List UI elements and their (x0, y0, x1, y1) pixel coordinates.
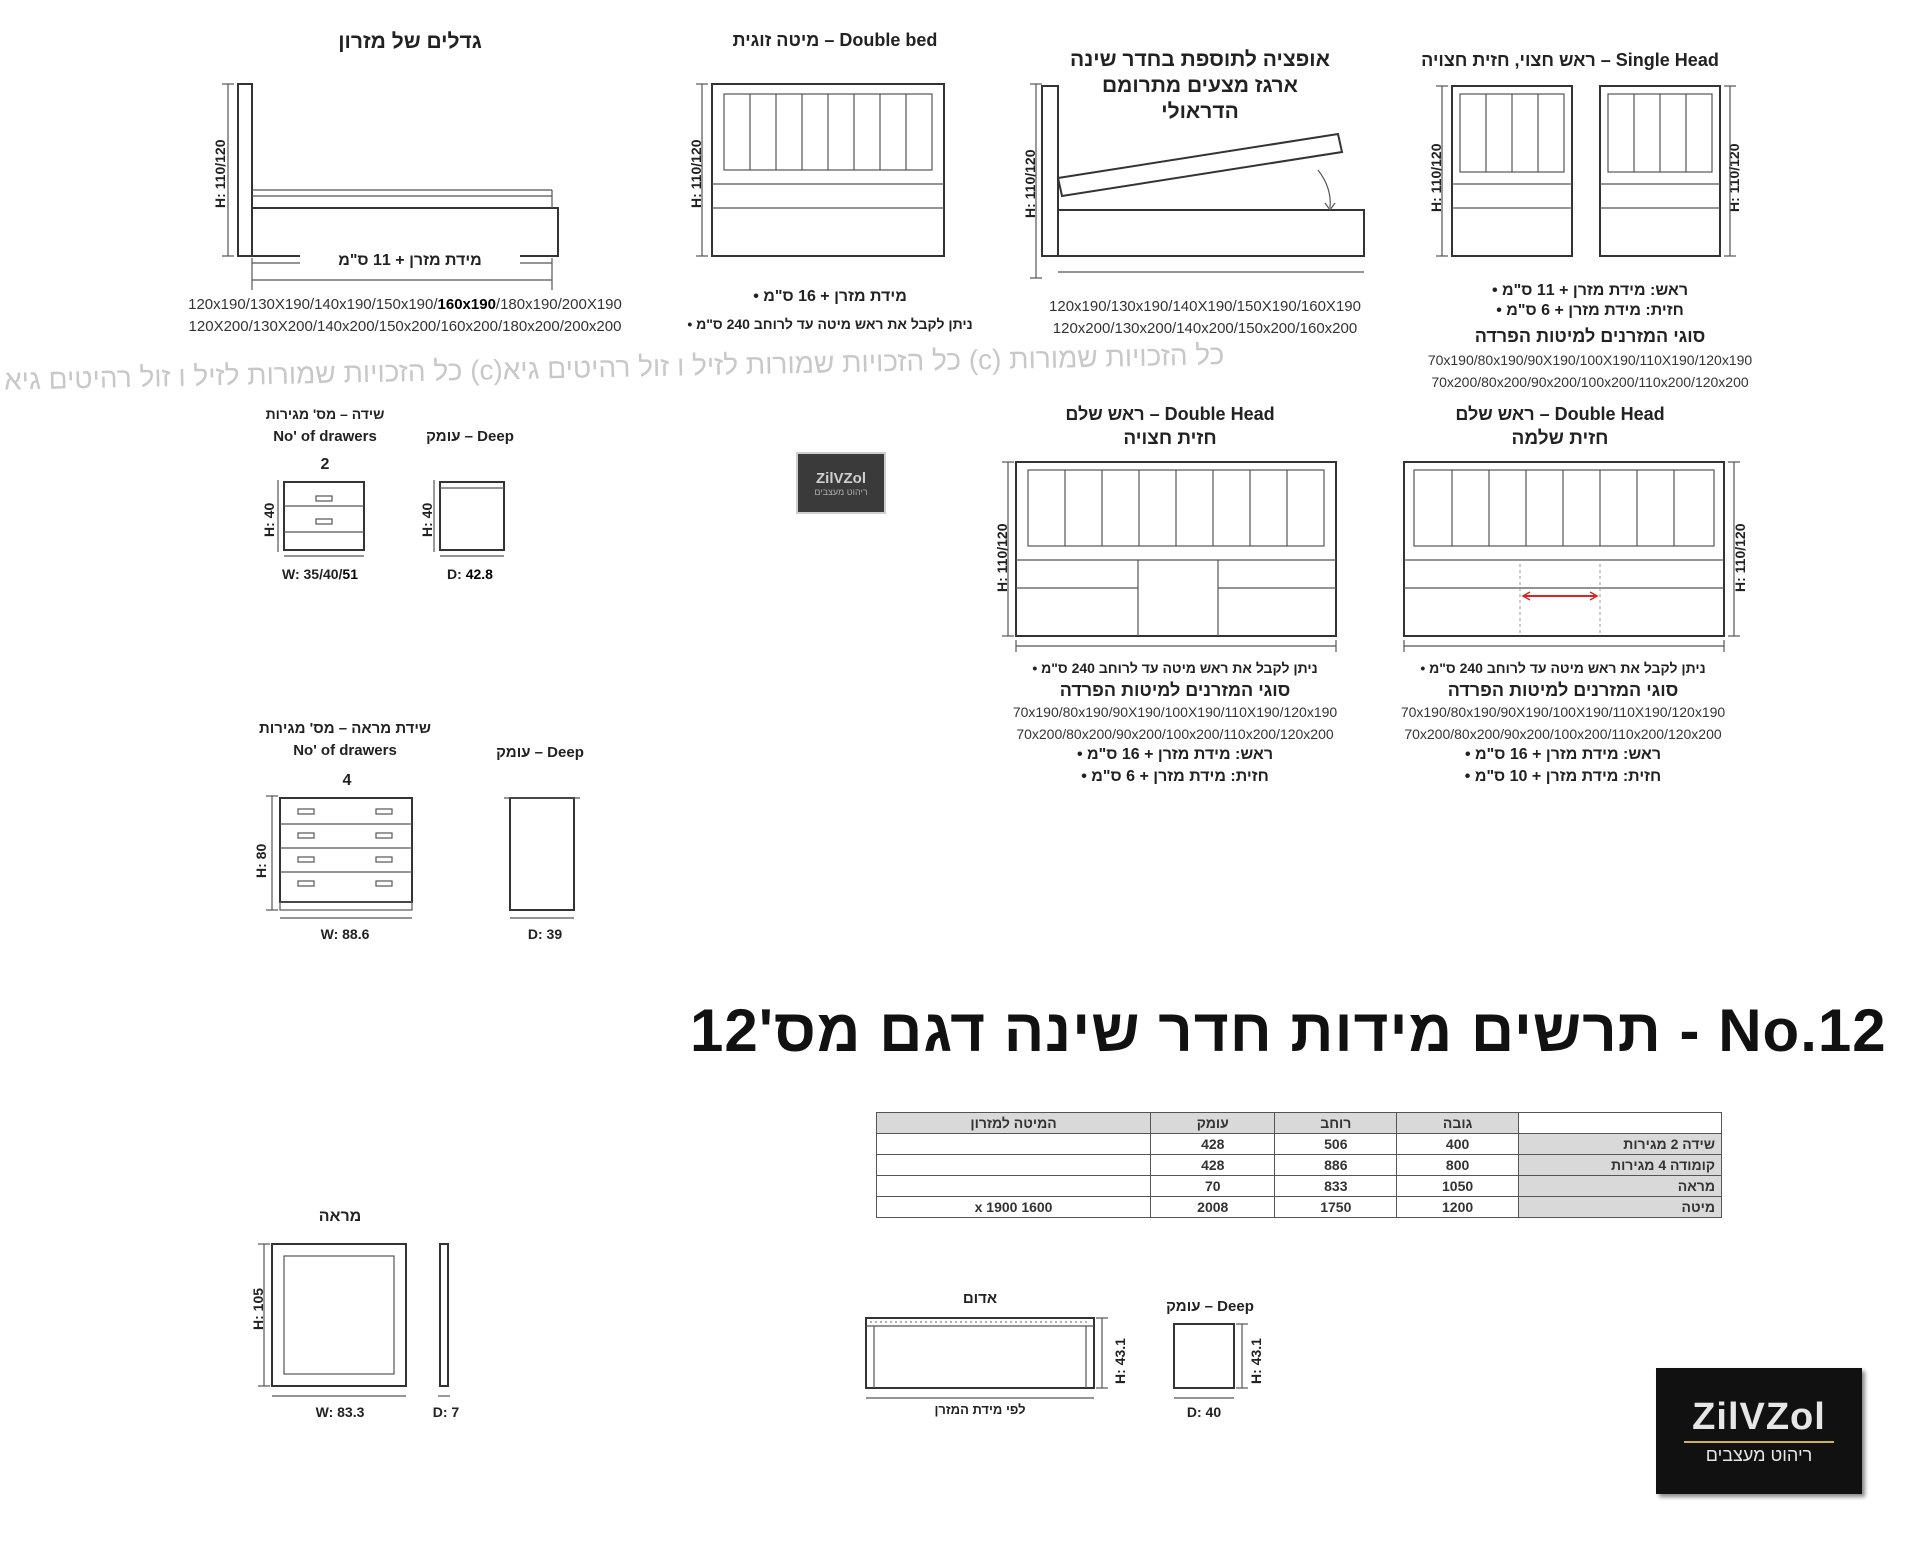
storage-title-3: הדראולי (1161, 100, 1239, 123)
double-head-full-title-1: ראש שלם – Double Head (1455, 404, 1665, 424)
sizes-row-1-post: /180x190/200X190 (495, 296, 622, 313)
single-head-sizes-row-2: 70x200/80x200/90x200/100x200/110x200/120x200 (1431, 374, 1749, 390)
sizes-row-1-pre: 120x190/130X190/140x190/150x190/ (188, 296, 438, 313)
double-head-full-note-2: • ראש: מידת מזרן + 16 ס"מ (1464, 746, 1662, 763)
double-head-full-note-3: • חזית: מידת מזרן + 10 ס"מ (1464, 768, 1662, 785)
bench-depth-label: D: 40 (1186, 1404, 1222, 1420)
row-label: קומודה 4 מגירות (1519, 1155, 1722, 1176)
nightstand-title-en: No' of drawers (273, 428, 377, 445)
single-head-note-1: • ראש: מידת מזרן + 11 ס"מ (1491, 282, 1689, 299)
height-label: H: 110/120 (1022, 149, 1038, 218)
double-head-full-note-1: • ניתן לקבל את ראש מיטה עד לרוחב 240 ס"מ (1420, 660, 1706, 676)
storage-title-1: אופציה לתוספת בחדר שינה (1070, 48, 1330, 71)
cell-width: 506 (1275, 1134, 1397, 1155)
dresser-width-label: W: 88.6 (320, 926, 370, 942)
height-label: H: 110/120 (1732, 523, 1748, 592)
brand-name: ZilVZol (816, 469, 866, 487)
bench-height-label: H: 43.1 (1112, 1338, 1128, 1384)
double-head-full-sizes-row-2: 70x200/80x200/90x200/100x200/110x200/120x200 (1404, 726, 1722, 742)
double-head-full-sizes-row-1: 70x190/80x190/90X190/100X190/110X190/120x190 (1400, 704, 1726, 720)
bench-title: אדום (962, 1290, 998, 1307)
mirror-title: מראה (318, 1208, 362, 1225)
dresser-height-label: H: 80 (253, 843, 269, 878)
sizes-row-2: 120X200/130X200/140x200/150x200/160x200/180x200/200x200 (188, 318, 622, 335)
double-head-full-mattress-types: סוגי המזרנים למיטות הפרדה (1447, 680, 1679, 700)
double-head-split-note-1: • ניתן לקבל את ראש מיטה עד לרוחב 240 ס"מ (1032, 660, 1318, 676)
copyright-watermark: כל הזכויות שמורות לזיל ו זול רהיטים גיא (c)כל הזכויות שמורות לזיל ו זול רהיטים גיא (c) כל הזכויות שמורות (3, 339, 1225, 396)
depth-label-bold: 42.8 (465, 566, 493, 582)
cell-depth: 70 (1151, 1176, 1275, 1197)
double-head-split-sizes-row-2: 70x200/80x200/90x200/100x200/110x200/120x200 (1016, 726, 1334, 742)
storage-title-2: ארגז מצעים מתרומם (1102, 74, 1298, 97)
dresser-title-he: שידת מראה – מס' מגירות (258, 720, 432, 737)
row-label: מראה (1519, 1176, 1722, 1197)
height-label: H: 110/120 (994, 523, 1010, 592)
brand-name: ZilVZol (1692, 1396, 1826, 1438)
cell-mattress: 1600 x 1900 (877, 1197, 1151, 1218)
brand-tagline: ריהוט מעצבים (814, 486, 868, 497)
sizes-row-1-bold: 160x190 (437, 296, 496, 313)
page-title: תרשים מידות חדר שינה דגם מס'12 - No.12 (690, 997, 1887, 1064)
double-head-split-mattress-types: סוגי המזרנים למיטות הפרדה (1059, 680, 1291, 700)
table-header-width: רוחב (1275, 1113, 1397, 1134)
double-head-split-title-2: חזית חצויה (1123, 428, 1217, 449)
mirror-depth-label: D: 7 (432, 1404, 460, 1420)
dresser-depth-label: D: 39 (527, 926, 563, 942)
storage-sizes-row-2: 120x200/130x200/140x200/150x200/160x200 (1052, 320, 1358, 337)
row-label: מיטה (1519, 1197, 1722, 1218)
height-label: H: 110/120 (688, 139, 704, 208)
cell-height: 1050 (1397, 1176, 1519, 1197)
width-label-bold: 51 (342, 566, 358, 582)
double-bed-note-2: • ניתן לקבל את ראש מיטה עד לרוחב 240 ס"מ (687, 316, 973, 332)
cell-width: 1750 (1275, 1197, 1397, 1218)
table-header-height: גובה (1397, 1113, 1519, 1134)
double-bed-title: מיטה זוגית – Double bed (732, 30, 938, 50)
width-label-pre: W: 35/40/ (281, 566, 343, 582)
cell-height: 800 (1397, 1155, 1519, 1176)
double-head-split-note-2: • ראש: מידת מזרן + 16 ס"מ (1076, 746, 1274, 763)
nightstand-deep-height-label: H: 40 (419, 502, 435, 537)
double-head-split-title-1: ראש שלם – Double Head (1065, 404, 1275, 424)
height-label-left: H: 110/120 (1428, 143, 1444, 212)
bench-deep-height-label: H: 43.1 (1248, 1338, 1264, 1384)
logo-underline (1684, 1441, 1834, 1443)
cell-width: 833 (1275, 1176, 1397, 1197)
bench-deep-title: עומק – Deep (1166, 1298, 1254, 1315)
table-header-mattress: המיטה למזרון (877, 1113, 1151, 1134)
mirror-height-label: H: 105 (250, 1287, 266, 1330)
cell-depth: 2008 (1151, 1197, 1275, 1218)
cell-height: 400 (1397, 1134, 1519, 1155)
double-bed-note-1: • מידת מזרן + 16 ס"מ (753, 288, 907, 305)
bench-width-label: לפי מידת המזרן (934, 1402, 1026, 1417)
cell-depth: 428 (1151, 1134, 1275, 1155)
brand-tagline: ריהוט מעצבים (1705, 1445, 1813, 1465)
nightstand-deep-title: עומק – Deep (426, 428, 514, 445)
height-label-right: H: 110/120 (1726, 143, 1742, 212)
height-label: H: 110/120 (212, 139, 228, 208)
mattress-plus-label: מידת מזרן + 11 ס"מ (300, 252, 520, 270)
single-head-note-2: • חזית: מידת מזרן + 6 ס"מ (1496, 302, 1684, 319)
storage-sizes-row-1: 120x190/130x190/140X190/150X190/160X190 (1049, 298, 1361, 315)
dresser-drawer-count: 4 (342, 772, 352, 789)
dresser-deep-title: עומק – Deep (496, 744, 584, 761)
double-head-split-note-3: • חזית: מידת מזרן + 6 ס"מ (1081, 768, 1269, 785)
mirror-width-label: W: 83.3 (315, 1404, 365, 1420)
single-head-mattress-types: סוגי המזרנים למיטות הפרדה (1474, 326, 1706, 346)
depth-label-pre: D: (447, 566, 466, 582)
dresser-title-en: No' of drawers (293, 742, 397, 759)
single-head-title: ראש חצוי, חזית חצויה – Single Head (1421, 50, 1719, 70)
double-head-split-sizes-row-1: 70x190/80x190/90X190/100X190/110X190/120x190 (1012, 704, 1338, 720)
nightstand-drawer-count: 2 (320, 456, 330, 473)
nightstand-height-label: H: 40 (261, 502, 277, 537)
table-header-depth: עומק (1151, 1113, 1275, 1134)
double-head-full-title-2: חזית שלמה (1511, 428, 1609, 449)
brand-logo-large (1656, 1368, 1862, 1494)
cell-height: 1200 (1397, 1197, 1519, 1218)
cell-width: 886 (1275, 1155, 1397, 1176)
single-head-sizes-row-1: 70x190/80x190/90X190/100X190/110X190/120x190 (1427, 352, 1753, 368)
row-label: שידה 2 מגירות (1519, 1134, 1722, 1155)
cell-depth: 428 (1151, 1155, 1275, 1176)
nightstand-title-he: שידה – מס' מגירות (265, 406, 385, 422)
mattress-sizes-title: גדלים של מזרון (338, 30, 482, 53)
